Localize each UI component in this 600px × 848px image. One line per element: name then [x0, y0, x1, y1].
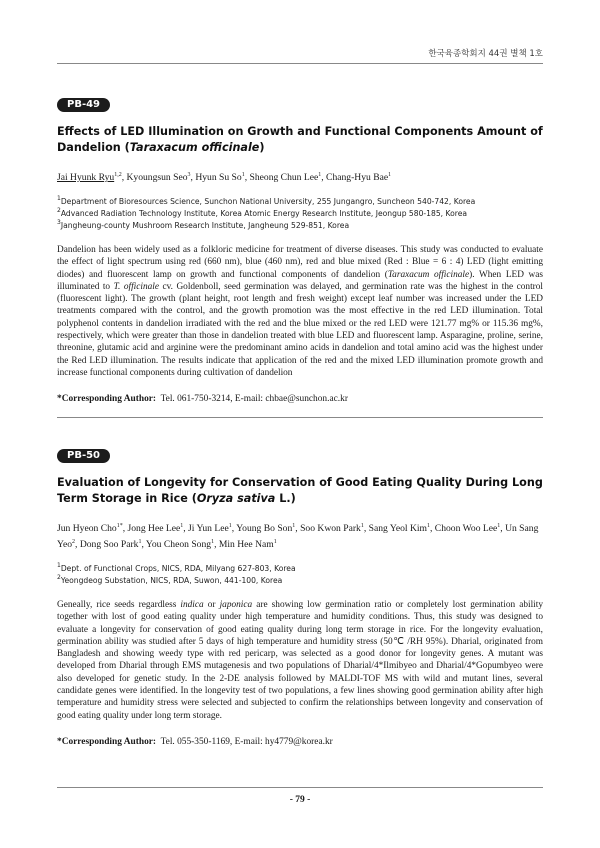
section-divider: [57, 417, 543, 418]
abstract-badge: PB-49: [57, 98, 110, 112]
abstract-pb-50: [57, 445, 543, 747]
author-name: Ji Yun Lee$^1$: [188, 523, 232, 534]
affiliation: $^1$Department of Bioresources Science, Sunchon National University, 255 Jungangro, Suncheon 540-742, Korea: [57, 195, 476, 206]
author-name: Sheong Chun Lee$^1$: [249, 172, 322, 183]
abstract-pb-49: [57, 94, 543, 404]
journal-header: 한국육종학회지 44권 별책 1호: [428, 49, 543, 59]
author-name: Chang-Hyu Bae$^1$: [326, 172, 392, 183]
abstract-body: Dandelion has been widely used as a folkloric medicine for treatment of diverse diseases. This study was conducted to evaluate the effect of light spectrum using red (660 nm), blue (460 nm), red and blue mixed (Red : Blue = 6 : 4) LED (light emitting diodes) and fluorescent lamp on growth and functional components of dandelion (Taraxacum officinale). When LED was illuminated to T. officinale cv. Goldenboll, seed germination was delayed, and germination rate was the highest in the control (fluorescent light). The growth (plant height, root length and fresh weight) except leaf number was increased under the LED treatments compared with the control, and the growth promotion was the most effective in the red LED illumination. Total polyphenol contents in dandelion irradiated with the red and the blue mixed or the red LED were 121.77 mg% or 115.36 mg%, respectively, which were greater than those in dandelion treated with blue LED and fluorescent lamp. Asparagine, proline, serine, threonine, glutamic acid and arginine were the predominant amino acids in dandelion and total amino acid was the highest under the Red LED illumination. The results indicate that application of the red and the mixed LED illumination promote growth and increase functional components during cultivation of dandelion: [57, 245, 543, 378]
abstract-title: Effects of LED Illumination on Growth and Functional Components Amount of Dandelion (Taraxacum officinale): [57, 125, 543, 154]
affiliation-list: [57, 563, 543, 587]
affiliation-list: [57, 196, 543, 232]
author-name: Kyoungsun Seo$^3$: [126, 172, 191, 183]
author-name: Choon Woo Lee$^1$: [434, 523, 501, 534]
affiliation: $^2$Advanced Radiation Technology Institute, Korea Atomic Energy Research Institute, Jeongup 580-185, Korea: [57, 207, 468, 218]
footer-rule: [57, 787, 543, 788]
author-list: Jun Hyeon Cho$^{1*}$, Jong Hee Lee$^1$, Ji Yun Lee$^1$, Young Bo Son$^1$, Soo Kwon Park$^1$, Sang Yeol Kim$^1$, Choon Woo Lee$^1$, Un Sang Yeo$^2$, Dong Soo Park$^1$, You Cheon Song$^1$, Min Hee Nam$^1$: [57, 523, 539, 550]
page-number: - 79 -: [289, 795, 311, 805]
corresponding-author: *Corresponding Author: Tel. 061-750-3214, E-mail: chbae@sunchon.ac.kr: [57, 394, 348, 405]
affiliation: $^2$Yeongdeog Substation, NICS, RDA, Suwon, 441-100, Korea: [57, 574, 283, 585]
author-name: Soo Kwon Park$^1$: [300, 523, 364, 534]
author-name: Hyun Su So$^1$: [195, 172, 245, 183]
header-rule: [57, 63, 543, 64]
abstract-badge: PB-50: [57, 449, 110, 463]
author-name: Un Sang Yeo$^2$: [57, 523, 539, 550]
author-name: You Cheon Song$^1$: [145, 539, 215, 550]
author-name: Jun Hyeon Cho$^{1*}$: [57, 523, 123, 534]
author-name: Young Bo Son$^1$: [236, 523, 296, 534]
affiliation: $^3$Jangheung-county Mushroom Research Institute, Jangheung 529-851, Korea: [57, 219, 350, 230]
author-name: Min Hee Nam$^1$: [218, 539, 277, 550]
abstract-body: Geneally, rice seeds regardless indica or japonica are showing low germination ratio or completely lost germination ability together with lost of good eating quality under high temperature and humidity conditions. Thus, this study was designed to evaluate a longevity for conservation of good eating quality during long term storage in rice. For the longevity evaluation, germination ability was studied after 5 days of high temperature and humidity stress (50℃ /RH 95%). Dharial, originated from Bangladesh and showing weedy type with red pericarp, was selected as a good donor for longevity genes. A mutant was developed from Dharial through EMS mutagenesis and two populations of Dharial/4*Ilmibyeo and Dharial/4*Gopumbyeo were also developed for genetic study. In the 2-DE analysis followed by MALDI-TOF MS with wild and mutant lines, several candidate genes were identified. In the longevity test of two populations, a few lines showing good germination ability after high temperature and humidity stress were selected and subjected to confirm the relationships between longevity and conservation of good eating quality under long term storage.: [57, 600, 543, 721]
author-name: Jai Hyunk Ryu$^{1,2}$: [57, 172, 122, 183]
author-name: Dong Soo Park$^1$: [79, 539, 142, 550]
author-list: Jai Hyunk Ryu$^{1,2}$, Kyoungsun Seo$^3$, Hyun Su So$^1$, Sheong Chun Lee$^1$, Chang-Hyu Bae$^1$: [57, 172, 392, 183]
author-name: Sang Yeol Kim$^1$: [368, 523, 430, 534]
abstract-title: Evaluation of Longevity for Conservation of Good Eating Quality During Long Term Storage in Rice (Oryza sativa L.): [57, 476, 543, 505]
affiliation: $^1$Dept. of Functional Crops, NICS, RDA, Milyang 627-803, Korea: [57, 562, 296, 573]
author-name: Jong Hee Lee$^1$: [127, 523, 184, 534]
corresponding-author: *Corresponding Author: Tel. 055-350-1169, E-mail: hy4779@korea.kr: [57, 736, 333, 747]
